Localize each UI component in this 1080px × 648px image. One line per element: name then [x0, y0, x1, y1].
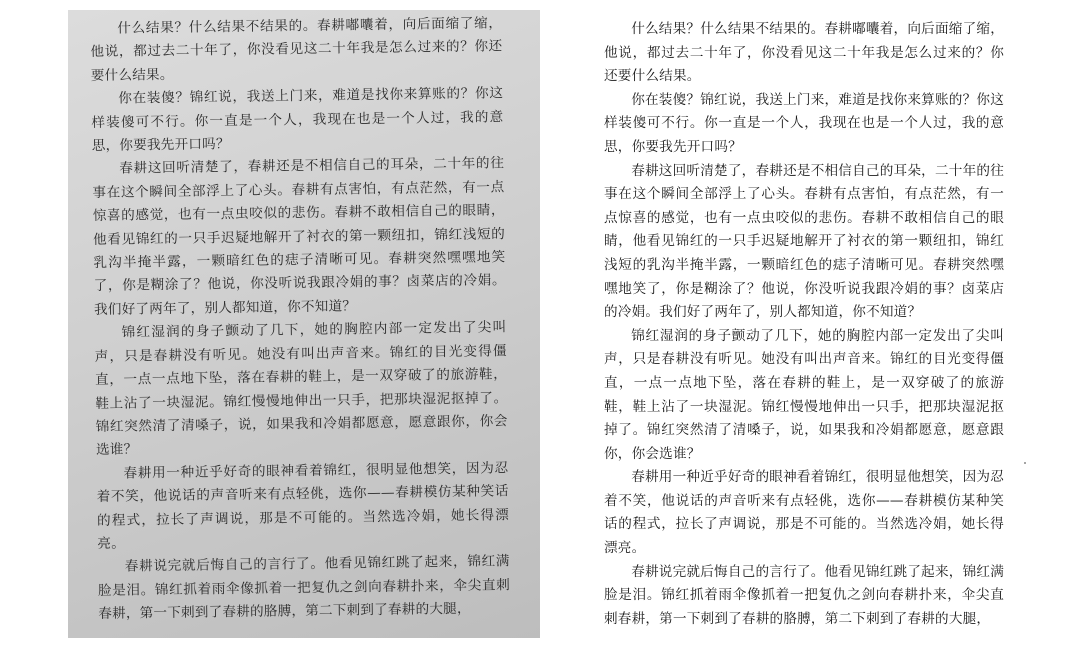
scan-paragraph-2: 你在装傻？锦红说，我送上门来，难道是找你来算账的？你这样装傻可不行。你一直是一个人，我现在也是一个人过，我的意思，你要我先开口吗？: [604, 91, 1004, 155]
photo-paragraph-2: 你在装傻？锦红说，我送上门来，难道是找你来算账的？你这样装傻可不行。你一直是一个人，我现在也是一个人过，我的意思，你要我先开口吗？: [91, 85, 504, 155]
photo-paragraph-4: 锦红湿润的身子颤动了几下，她的胸腔内部一定发出了尖叫声，只是春耕没有听见。她没有叫出声音来。锦红的目光变得僵直，一点一点地下坠，落在春耕的鞋上，是一双穿破了的旅游鞋，鞋上沾了一块湿泥。锦红慢慢地伸出一只手，把那块湿泥抠掉了。锦红突然清了清嗓子，说，如果我和冷娟都愿意，愿意跟你，你会选谁？: [94, 319, 508, 459]
scan-paragraph-1: 什么结果？什么结果不结果的。春耕嘟囔着，向后面缩了缩，他说，都过去二十年了，你没看见这二十年我是怎么过来的？你还要什么结果。: [604, 21, 1004, 85]
scan-paragraph-3: 春耕这回听清楚了，春耕还是不相信自己的耳朵，二十年的往事在这个瞬间全部浮上了心头。春耕有点害怕，有点茫然，有一点惊喜的感觉，也有一点虫咬似的悲伤。春耕不敢相信自己的眼睛，他看见锦红的一只手迟疑地解开了衬衣的第一颗纽扣，锦红浅短的乳沟半掩半露，一颗暗红色的痣子清晰可见。春耕突然嘿嘿地笑了，你是糊涂了？他说，你没听说我跟冷娟的事？卤菜店的冷娟。我们好了两年了，别人都知道，你不知道？: [604, 162, 1004, 321]
scanned-page-text: [604, 18, 1004, 631]
photo-paragraph-6: 春耕说完就后悔自己的言行了。他看见锦红跳了起来，锦红满脸是泪。锦红抓着雨伞像抓着一把复仇之剑向春耕扑来，伞尖直刺春耕，第一下刺到了春耕的胳膊，第二下刺到了春耕的大腿，: [97, 553, 511, 623]
photo-page-text: [90, 12, 510, 626]
photo-page: [68, 10, 540, 638]
photo-paragraph-5: 春耕用一种近乎好奇的眼神看着锦红，很明显他想笑，因为忍着不笑，他说话的声音听来有点轻佻，选你——春耕模仿某种笑话的程式，拉长了声调说，那是不可能的。当然选冷娟，她长得漂亮。: [96, 459, 510, 552]
photo-paragraph-3: 春耕这回听清楚了，春耕还是不相信自己的耳朵，二十年的往事在这个瞬间全部浮上了心头。春耕有点害怕，有点茫然，有一点惊喜的感觉，也有一点虫咬似的悲伤。春耕不敢相信自己的眼睛，他看见锦红的一只手迟疑地解开了衬衣的第一颗纽扣，锦红浅短的乳沟半掩半露，一颗暗红色的痣子清晰可见。春耕突然嘿嘿地笑了，你是糊涂了？他说，你没听说我跟冷娟的事？卤菜店的冷娟。我们好了两年了，别人都知道，你不知道？: [92, 155, 506, 318]
scan-paragraph-4: 锦红湿润的身子颤动了几下，她的胸腔内部一定发出了尖叫声，只是春耕没有听见。她没有叫出声音来。锦红的目光变得僵直，一点一点地下坠，落在春耕的鞋上，是一双穿破了的旅游鞋，鞋上沾了一块湿泥。锦红慢慢地伸出一只手，把那块湿泥抠掉了。锦红突然清了清嗓子，说，如果我和冷娟都愿意，愿意跟你，你会选谁？: [604, 327, 1004, 462]
scan-paragraph-6: 春耕说完就后悔自己的言行了。他看见锦红跳了起来，锦红满脸是泪。锦红抓着雨伞像抓着一把复仇之剑向春耕扑来，伞尖直刺春耕，第一下刺到了春耕的胳膊，第二下刺到了春耕的大腿，: [604, 563, 1004, 627]
scan-paragraph-5: 春耕用一种近乎好奇的眼神看着锦红，很明显他想笑，因为忍着不笑，他说话的声音听来有点轻佻，选你——春耕模仿某种笑话的程式，拉长了声调说，那是不可能的。当然选冷娟，她长得漂亮。: [604, 469, 1004, 557]
photo-paragraph-1: 什么结果？什么结果不结果的。春耕嘟囔着，向后面缩了缩，他说，都过去二十年了，你没看见这二十年我是怎么过来的？你还要什么结果。: [90, 15, 503, 84]
scanned-page: [592, 10, 1044, 638]
scan-speck: [1024, 462, 1026, 464]
